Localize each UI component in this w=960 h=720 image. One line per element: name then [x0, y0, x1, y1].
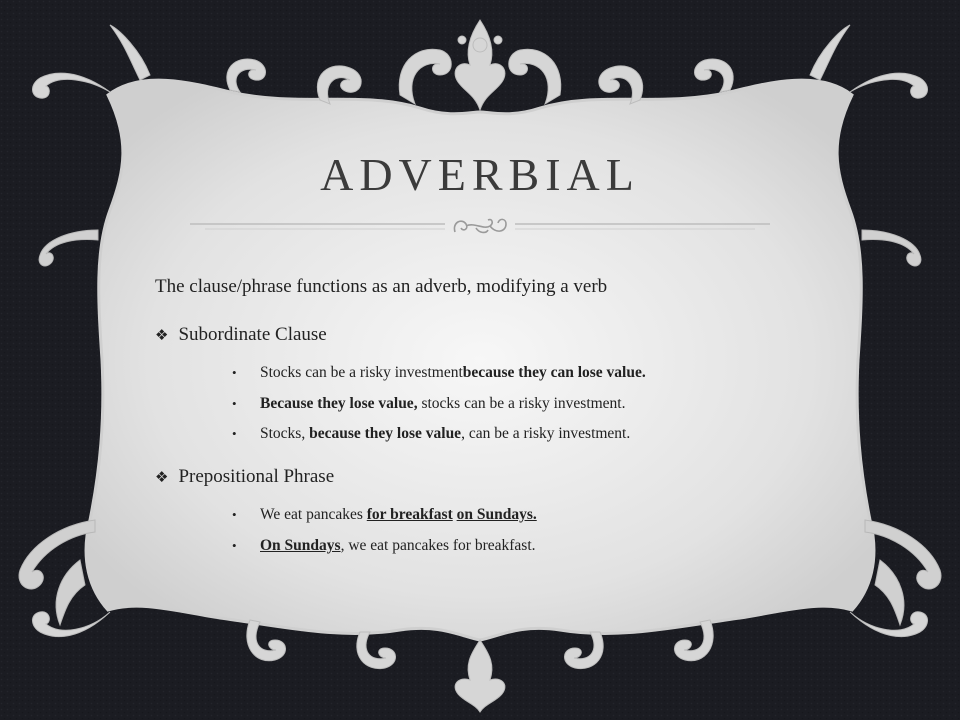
adverbial-clause: because they lose value: [309, 425, 462, 442]
round-bullet-icon: •: [232, 507, 237, 522]
list-item: [232, 537, 536, 555]
list-item: [232, 364, 646, 382]
adverbial-clause: Because they lose value,: [260, 395, 418, 412]
plain-text: Stocks can be a risky investment: [260, 364, 463, 381]
plain-text: We eat pancakes: [260, 506, 367, 523]
round-bullet-icon: •: [232, 396, 237, 411]
list-item: [232, 506, 537, 524]
section-heading-subordinate-clause: [155, 324, 327, 346]
round-bullet-icon: •: [232, 426, 237, 441]
four-diamond-icon: ❖: [155, 326, 169, 344]
four-diamond-icon: ❖: [155, 468, 169, 486]
round-bullet-icon: •: [232, 538, 237, 553]
adverbial-clause: because they can lose value.: [462, 364, 646, 381]
plain-text: , we eat pancakes for breakfast.: [340, 537, 536, 554]
section-heading-prepositional-phrase: [155, 466, 334, 488]
section-heading-label: Prepositional Phrase: [178, 466, 335, 487]
intro-text: The clause/phrase functions as an adverb, modifying a verb: [155, 276, 608, 297]
prepositional-phrase: for breakfast: [366, 506, 453, 523]
plain-text: stocks can be a risky investment.: [417, 395, 626, 412]
prepositional-phrase: on Sundays.: [456, 506, 537, 523]
section-heading-label: Subordinate Clause: [178, 324, 327, 345]
plain-text: Stocks,: [260, 425, 310, 442]
round-bullet-icon: •: [232, 365, 237, 380]
list-item: [232, 425, 630, 443]
list-item: [232, 395, 626, 413]
prepositional-phrase: On Sundays: [260, 537, 341, 554]
slide-title: ADVERBIAL: [320, 149, 640, 200]
plain-text: , can be a risky investment.: [461, 425, 631, 442]
